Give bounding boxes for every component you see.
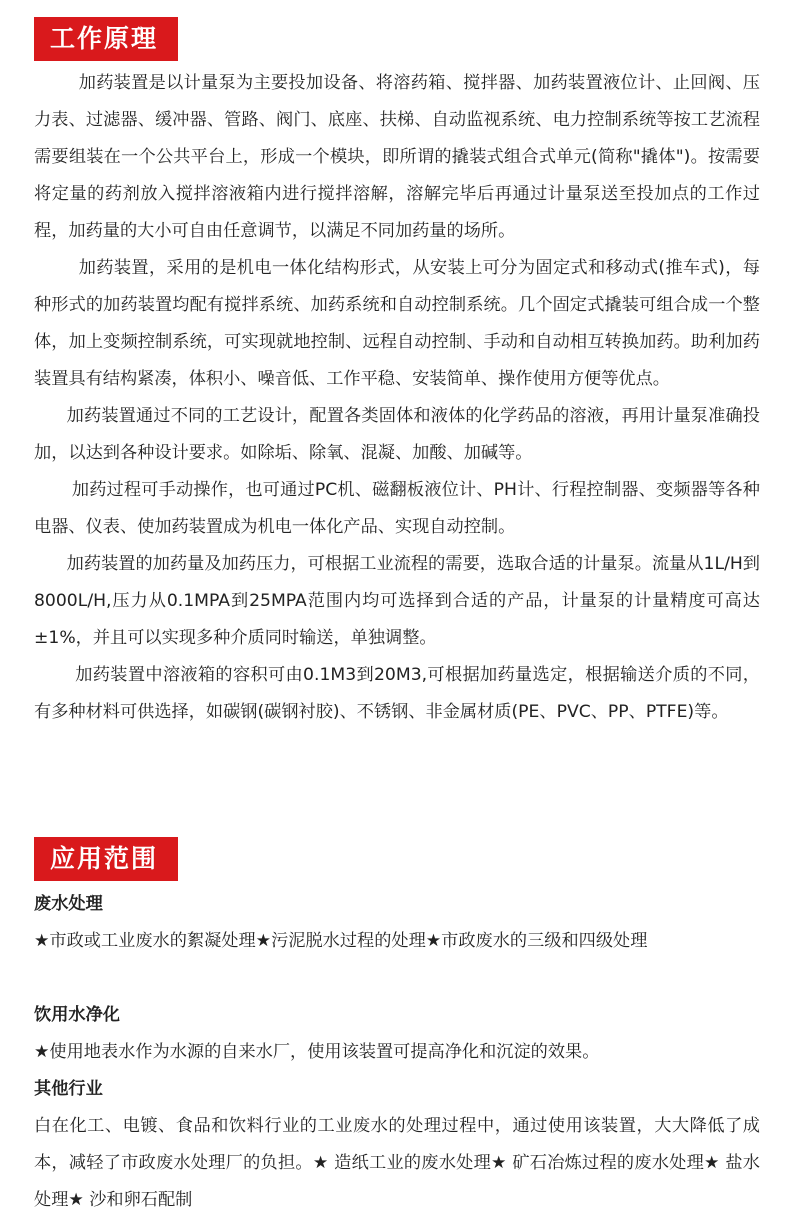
paragraph-3: 加药装置通过不同的工艺设计，配置各类固体和液体的化学药品的溶液，再用计量泵准确投加，以达到各种设计要求。如除垢、除氧、混凝、加酸、加碱等。: [34, 406, 760, 463]
application-scope-body: [34, 886, 760, 1219]
paragraph-1: 加药装置是以计量泵为主要投加设备、将溶药箱、搅拌器、加药装置液位计、止回阀、压力表、过滤器、缓冲器、管路、阀门、底座、扶梯、自动监视系统、电力控制系统等按工艺流程需要组装在一个公共平台上，形成一个模块，即所谓的撬装式组合式单元(简称"撬体")。按需要将定量的药剂放入搅拌溶液箱内进行搅拌溶解，溶解完毕后再通过计量泵送至投加点的工作过程，加药量的大小可自由任意调节，以满足不同加药量的场所。: [34, 73, 760, 241]
paragraph-4: 加药过程可手动操作，也可通过PC机、磁翻板液位计、PH计、行程控制器、变频器等各种电器、仪表、使加药装置成为机电一体化产品、实现自动控制。: [34, 480, 760, 537]
section-heading-application-scope: 应用范围: [34, 837, 178, 881]
section-heading-working-principle: 工作原理: [34, 17, 178, 61]
app-text-other-industries: 白在化工、电镀、食品和饮料行业的工业废水的处理过程中，通过使用该装置，大大降低了成本，减轻了市政废水处理厂的负担。★ 造纸工业的废水处理★ 矿石冶炼过程的废水处理★ 盐水处理★ 沙和卵石配制: [34, 1116, 760, 1210]
paragraph-2: 加药装置，采用的是机电一体化结构形式，从安装上可分为固定式和移动式(推车式)，每种形式的加药装置均配有搅拌系统、加药系统和自动控制系统。几个固定式撬装可组合成一个整体，加上变频控制系统，可实现就地控制、远程自动控制、手动和自动相互转换加药。助利加药装置具有结构紧凑，体积小、噪音低、工作平稳、安装简单、操作使用方便等优点。: [34, 258, 760, 389]
app-text-wastewater: ★市政或工业废水的絮凝处理★污泥脱水过程的处理★市政废水的三级和四级处理: [34, 931, 648, 951]
app-title-wastewater: 废水处理: [34, 894, 103, 914]
app-title-other-industries: 其他行业: [34, 1079, 103, 1099]
paragraph-5: 加药装置的加药量及加药压力，可根据工业流程的需要，选取合适的计量泵。流量从1L/H到8000L/H,压力从0.1MPA到25MPA范围内均可选择到合适的产品，计量泵的计量精度可高达±1%，并且可以实现多种介质同时输送，单独调整。: [34, 554, 760, 648]
app-title-drinking-water: 饮用水净化: [34, 1005, 120, 1025]
paragraph-6: 加药装置中溶液箱的容积可由0.1M3到20M3,可根据加药量选定，根据输送介质的不同，有多种材料可供选择，如碳钢(碳钢衬胶)、不锈钢、非金属材质(PE、PVC、PP、PTFE)等。: [34, 665, 760, 722]
app-text-drinking-water: ★使用地表水作为水源的自来水厂，使用该装置可提高净化和沉淀的效果。: [34, 1042, 600, 1062]
working-principle-body: [34, 65, 760, 731]
